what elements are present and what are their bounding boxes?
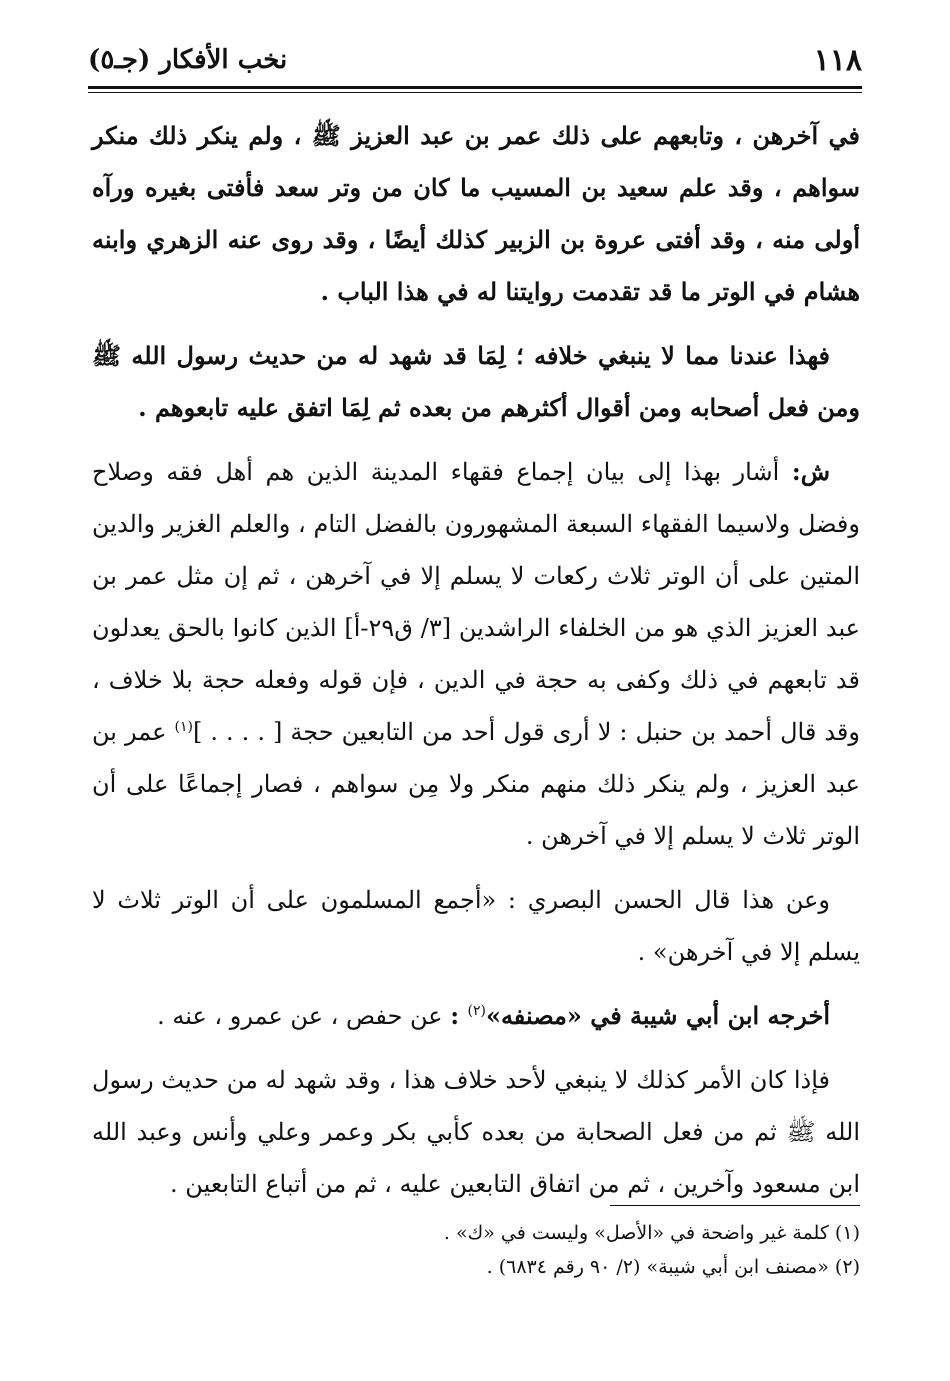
matn-paragraph-2: فهذا عندنا مما لا ينبغي خلافه ؛ لِمَا قد شهد له من حديث رسول الله ﷺ ومن فعل أصحابه ومن أقوال أكثرهم من بعده ثم لِمَا اتفق عليه تابعوهم . (92, 341, 860, 422)
conclusion-paragraph: فإذا كان الأمر كذلك لا ينبغي لأحد خلاف هذا ، وقد شهد له من حديث رسول الله ﷺ ثم من فعل الصحابة من بعده كأبي بكر وعمر وعلي وأنس وعبد الله ابن مسعود وآخرين ، ثم من اتفاق التابعين عليه ، ثم من أتباع التابعين . (92, 1066, 860, 1198)
hasan-basri-paragraph: وعن هذا قال الحسن البصري : «أجمع المسلمون على أن الوتر ثلاث لا يسلم إلا في آخرهن» . (92, 886, 860, 966)
footnote-marker-2: (٢) (467, 1003, 486, 1019)
takhrij-paragraph (92, 990, 860, 1042)
header-rule-thin (88, 92, 862, 93)
sharh-text-a: أشار بهذا إلى بيان إجماع فقهاء المدينة الذين هم أهل فقه وصلاح وفضل ولاسيما الفقهاء السبعة المشهورون بالفضل التام ، والعلم الغزير والدين المتين على أن الوتر ثلاث ركعات لا يسلم إلا في آخرهن ، ثم إن مثل عمر بن عبد العزيز الذي هو من الخلفاء الراشدين [٣/ ق٢٩-أ] الذين كانوا بالحق يعدلون قد تابعهم في ذلك وكفى به حجة في الدين ، فإن قوله وفعله حجة بلا خلاف ، وقد قال أحمد بن حنبل : لا أرى قول أحد من التابعين حجة [ . . . . ] (92, 458, 861, 746)
footnote-separator (610, 1205, 860, 1206)
header-rule-thick (88, 86, 862, 89)
sharh-label: ش: (791, 457, 830, 486)
running-title: نخب الأفكار (جـ٥) (88, 45, 288, 75)
takhrij-colon: : (450, 1001, 468, 1030)
page-number: ١١٨ (813, 42, 862, 78)
matn-paragraph-1: في آخرهن ، وتابعهم على ذلك عمر بن عبد العزيز ﷺ ، ولم ينكر ذلك منكر سواهم ، وقد علم سعيد بن المسيب ما كان من وتر سعد فأفتى بغيره ورآه أولى منه ، وقد أفتى عروة بن الزبير كذلك أيضًا ، وقد روى عنه الزهري وابنه هشام في الوتر ما قد تقدمت روايتنا له في هذا الباب . (92, 121, 861, 306)
main-text (92, 110, 860, 1222)
footnotes (92, 1216, 860, 1284)
takhrij-chain: عن حفص ، عن عمرو ، عنه . (157, 1002, 451, 1030)
sharh-paragraph (92, 446, 860, 862)
sharh-text-b: عمر بن عبد العزيز ، ولم ينكر ذلك منهم منكر ولا مِن سواهم ، فصار إجماعًا على أن الوتر ثلاث لا يسلم إلا في آخرهن . (92, 718, 860, 850)
footnote-marker-1: (١) (174, 719, 193, 735)
takhrij-source: أخرجه ابن أبي شيبة في «مصنفه» (485, 1001, 830, 1030)
footnote-2: (٢) «مصنف ابن أبي شيبة» (٢/ ٩٠ رقم ٦٨٣٤) . (486, 1256, 860, 1278)
footnote-1: (١) كلمة غير واضحة في «الأصل» وليست في «ك» . (443, 1222, 860, 1244)
page-header (88, 38, 862, 82)
